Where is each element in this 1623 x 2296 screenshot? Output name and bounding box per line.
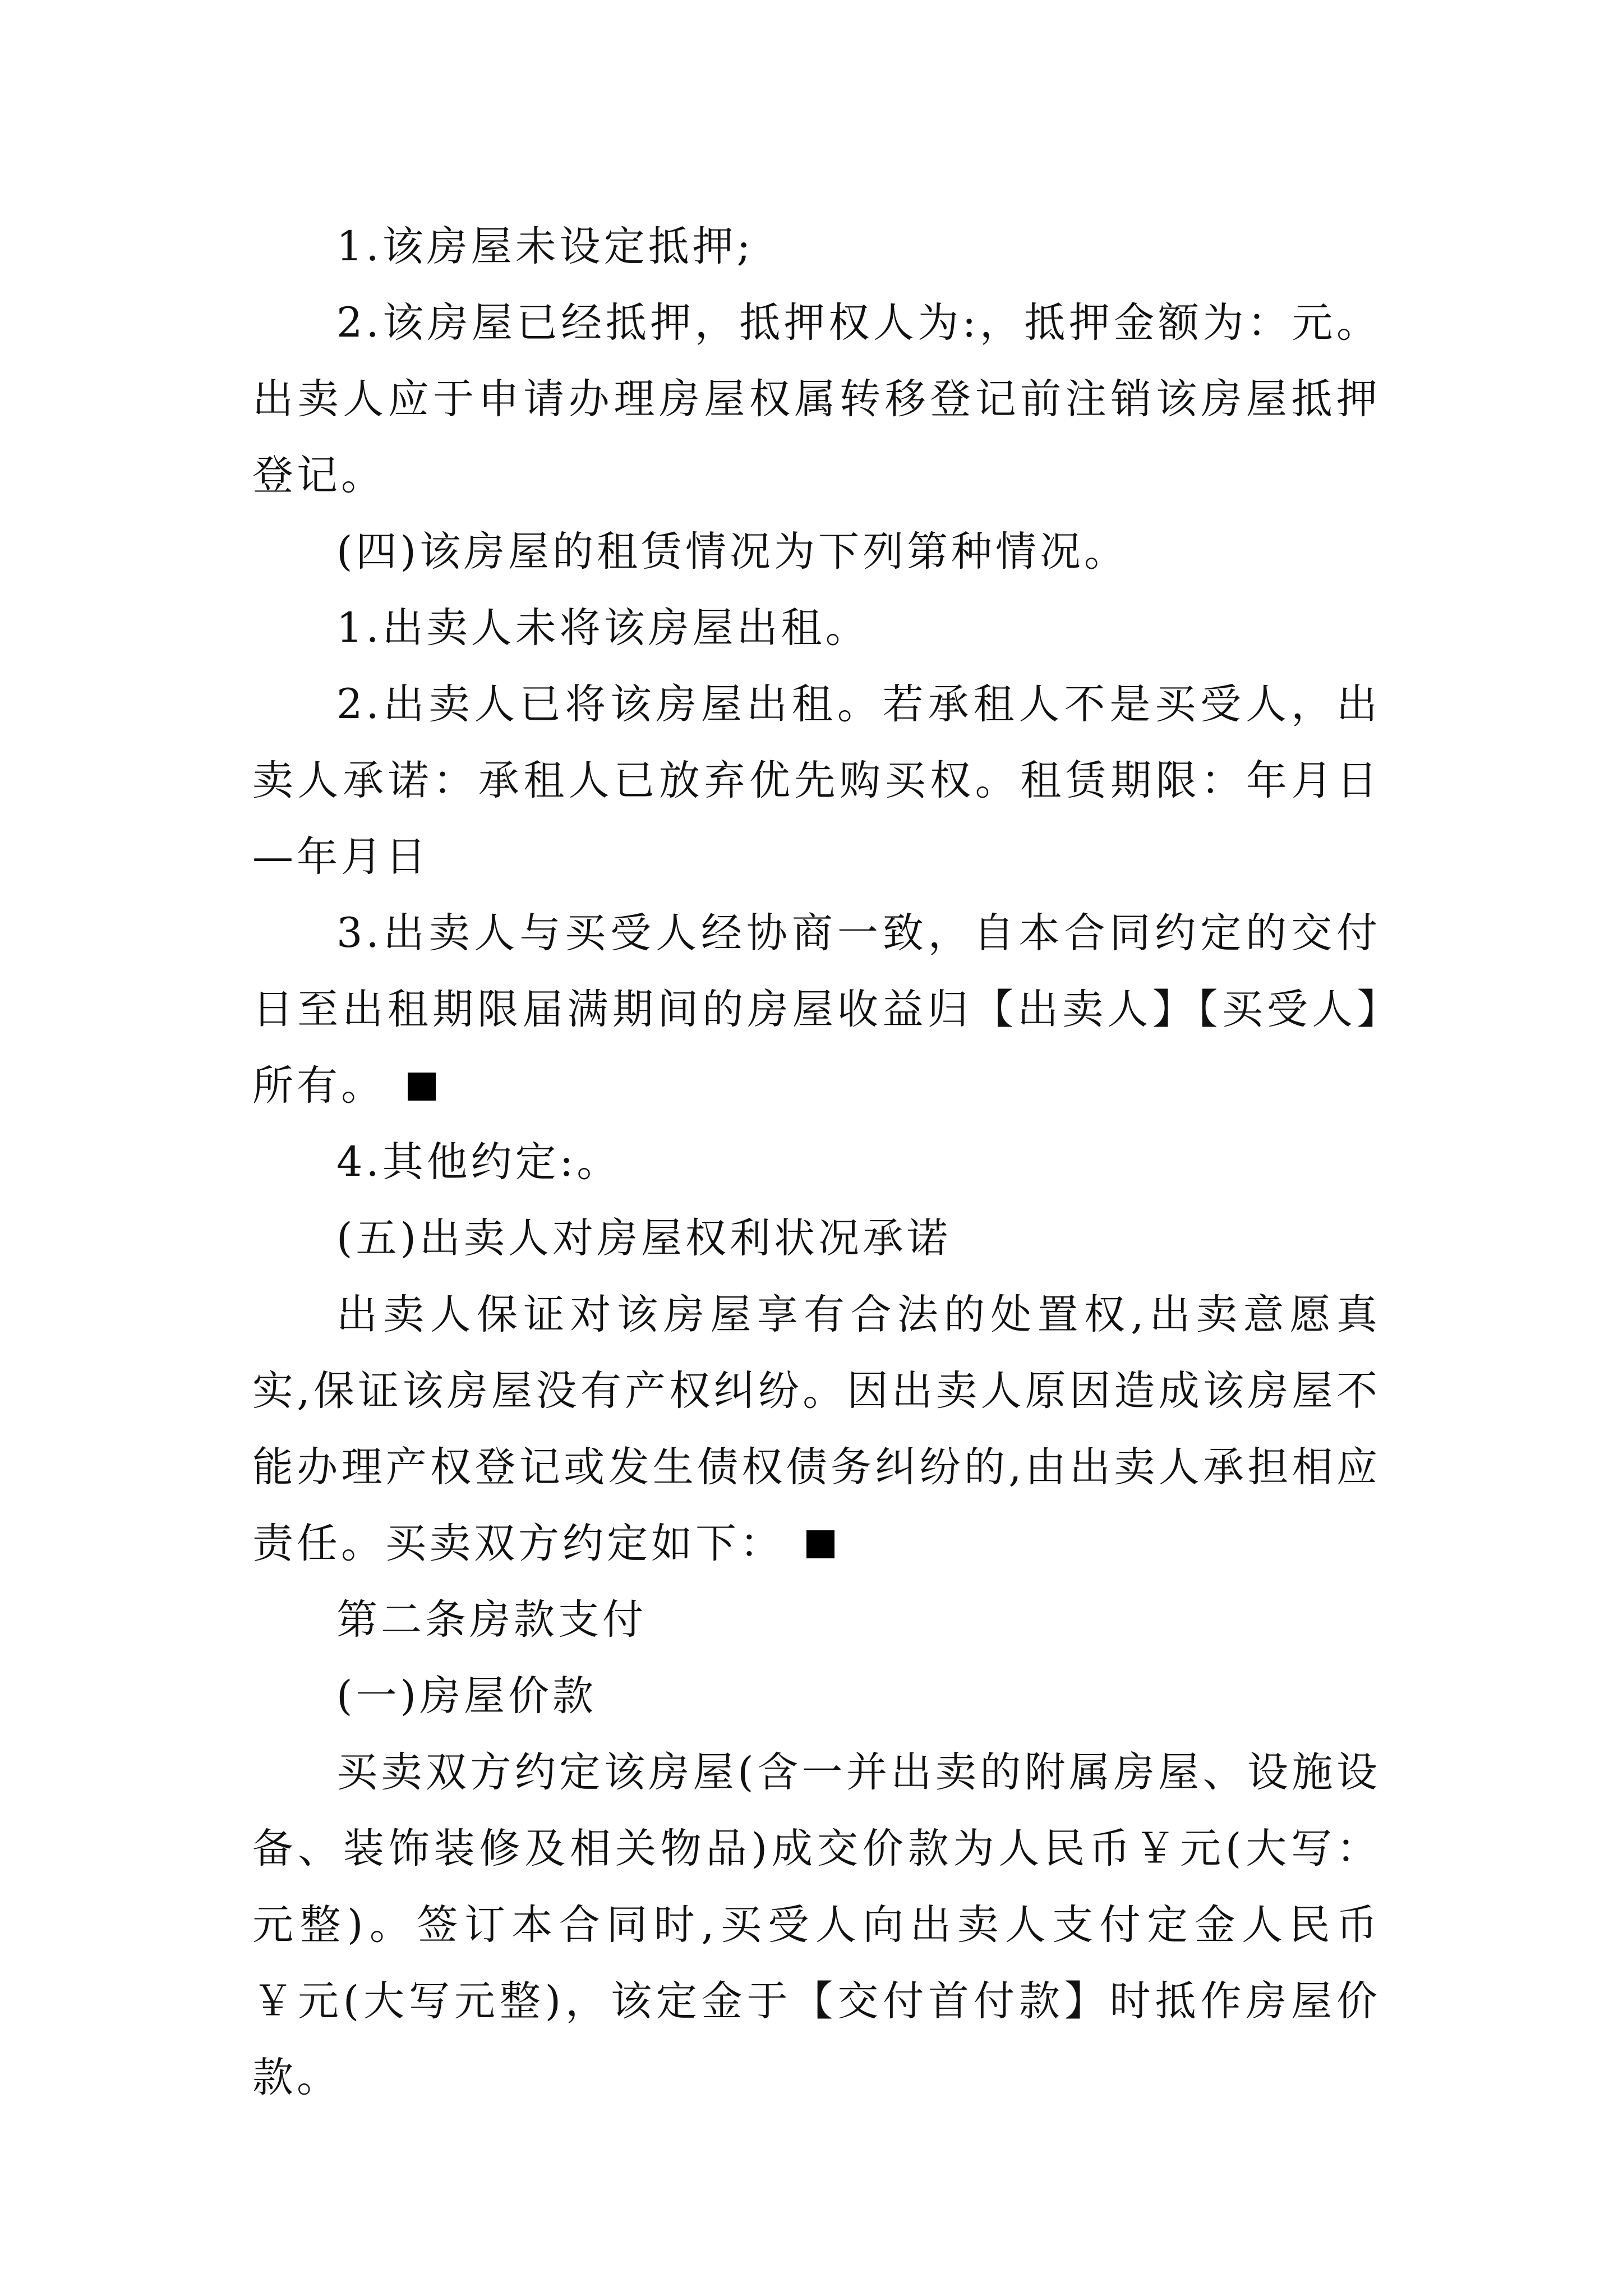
paragraph-price-terms — [252, 1734, 1381, 2116]
paragraph-mortgage-existing — [252, 285, 1381, 514]
paragraph-text: 1.出卖人未将该房屋出租。 — [336, 604, 870, 652]
article-heading-payment — [252, 1582, 1381, 1658]
paragraph-text: 1.该房屋未设定抵押; — [336, 223, 754, 270]
paragraph-text: (一)房屋价款 — [336, 1672, 597, 1720]
paragraph-lease-income — [252, 895, 1381, 1124]
paragraph-text: 出卖人保证对该房屋享有合法的处置权,出卖意愿真实,保证该房屋没有产权纠纷。因出卖人原因造成该房屋不能办理产权登记或发生债权债务纠纷的,由出卖人承担相应责任。买卖双方约定如下： — [252, 1291, 1381, 1567]
section-heading-seller-promise — [252, 1200, 1381, 1277]
paragraph-text: 2.该房屋已经抵押，抵押权人为:，抵押金额为：元。出卖人应于申请办理房屋权属转移登记前注销该房屋抵押登记。 — [252, 299, 1381, 499]
black-square-marker — [408, 1073, 436, 1101]
paragraph-lease-existing — [252, 666, 1381, 895]
paragraph-text: (五)出卖人对房屋权利状况承诺 — [336, 1214, 951, 1262]
paragraph-mortgage-none — [252, 209, 1381, 285]
document-page — [252, 209, 1381, 2116]
section-heading-lease — [252, 514, 1381, 590]
paragraph-text: 第二条房款支付 — [336, 1596, 647, 1644]
paragraph-seller-guarantee — [252, 1277, 1381, 1582]
paragraph-text: 2.出卖人已将该房屋出租。若承租人不是买受人，出卖人承诺：承租人已放弃优先购买权。租赁期限：年月日—年月日 — [252, 680, 1381, 881]
paragraph-text: 4.其他约定:。 — [336, 1138, 621, 1186]
paragraph-text: 3.出卖人与买受人经协商一致，自本合同约定的交付日至出租期限届满期间的房屋收益归【出卖人】【买受人】所有。 — [252, 909, 1381, 1110]
black-square-marker — [806, 1530, 834, 1558]
paragraph-lease-none — [252, 590, 1381, 666]
section-heading-price — [252, 1658, 1381, 1734]
paragraph-other-terms — [252, 1124, 1381, 1200]
paragraph-text: 买卖双方约定该房屋(含一并出卖的附属房屋、设施设备、装饰装修及相关物品)成交价款为人民币￥元(大写：元整)。签订本合同时,买受人向出卖人支付定金人民币￥元(大写元整)，该定金于【交付首付款】时抵作房屋价款。 — [252, 1749, 1381, 2101]
paragraph-text: (四)该房屋的租赁情况为下列第种情况。 — [336, 528, 1128, 576]
